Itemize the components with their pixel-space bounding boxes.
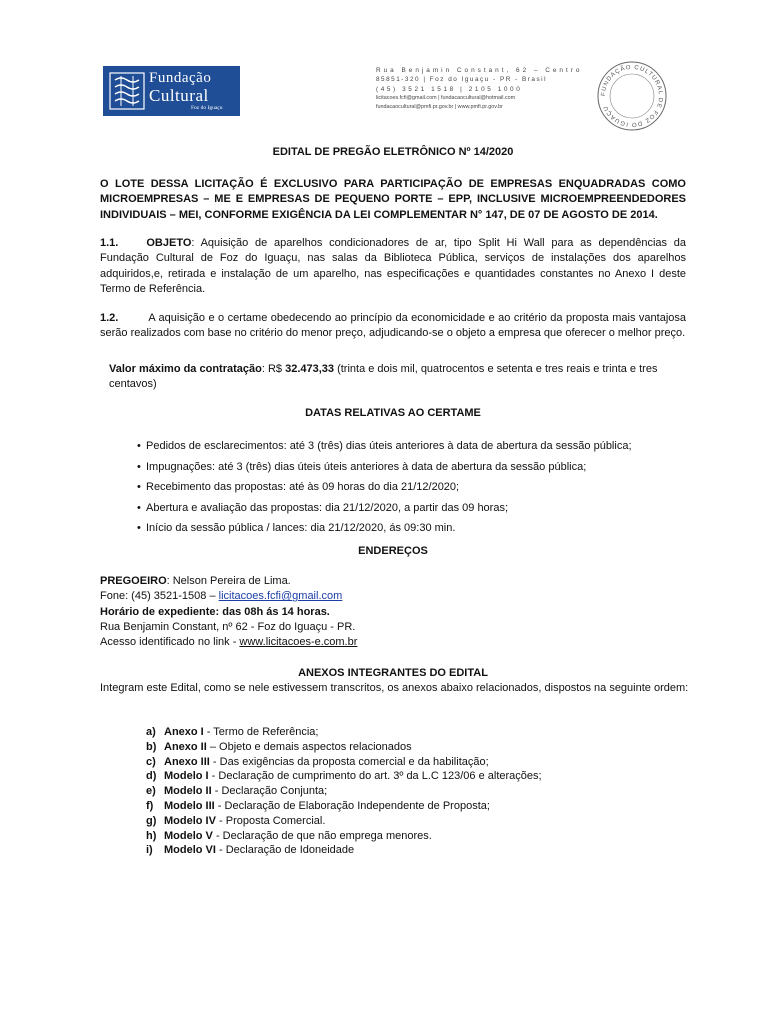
list-item: • Impugnações: até 3 (três) dias úteis úteis anteriores à data de abertura da sessão pública; xyxy=(137,460,587,473)
horario-line: Horário de expediente: das 08h ás 14 horas. xyxy=(100,605,330,618)
bullet-icon: • xyxy=(137,460,141,473)
emblem-icon xyxy=(109,72,145,110)
list-item: • Recebimento das propostas: até às 09 horas do dia 21/12/2020; xyxy=(137,481,460,493)
logo-line3: Foz do Iguaçu xyxy=(191,105,223,111)
pregoeiro-name: : Nelson Pereira de Lima. xyxy=(166,575,291,587)
contact-city: 85851-320 | Foz do Iguaçu - PR - Brasil xyxy=(376,76,547,84)
rua-line: Rua Benjamin Constant, nº 62 - Foz do Iguaçu - PR. xyxy=(100,620,356,633)
list-item: c) Anexo III - Das exigências da proposta comercial e da habilitação; xyxy=(146,755,489,768)
valor-maximo xyxy=(109,362,686,393)
datas-heading: DATAS RELATIVAS AO CERTAME xyxy=(305,407,481,419)
valor-label: Valor máximo da contratação xyxy=(109,363,262,375)
list-item: i) Modelo VI - Declaração de Idoneidade xyxy=(146,844,355,857)
document-title: EDITAL DE PREGÃO ELETRÔNICO Nº 14/2020 xyxy=(272,146,514,158)
list-item: e) Modelo II - Declaração Conjunta; xyxy=(146,785,328,798)
list-item: a) Anexo I - Termo de Referência; xyxy=(146,726,319,738)
list-item: f) Modelo III - Declaração de Elaboração Independente de Proposta; xyxy=(146,799,490,812)
list-item: h) Modelo V - Declaração de que não emprega menores. xyxy=(146,829,432,842)
datas-list xyxy=(137,439,697,542)
bullet-icon: • xyxy=(137,522,141,534)
list-item: • Abertura e avaliação das propostas: dia 21/12/2020, a partir das 09 horas; xyxy=(137,501,509,514)
section-1-1 xyxy=(100,236,686,297)
contact-emails: licitacoes.fcfi@gmail.com | fundacaocultural@hotmail.com xyxy=(376,94,516,101)
contact-address: Rua Benjamin Constant, 62 – Centro xyxy=(376,67,583,74)
contact-info xyxy=(376,66,583,112)
section-1-2-text: A aquisição e o certame obedecendo ao princípio da economicidade e ao critério da proposta mais vantajosa serão realizados com base no critério do menor preço, adjudicando-se o objeto a empresa que oferecer o melhor preço. xyxy=(100,312,686,340)
bullet-icon: • xyxy=(137,440,141,452)
anexos-list xyxy=(146,725,646,858)
email-link[interactable]: licitacoes.fcfi@gmail.com xyxy=(218,590,343,603)
section-1-1-number: 1.1. xyxy=(100,237,119,249)
section-1-2 xyxy=(100,311,686,342)
list-item: b) Anexo II – Objeto e demais aspectos relacionados xyxy=(146,740,412,753)
fundacao-cultural-logo xyxy=(103,66,240,116)
logo-line2: Cultural xyxy=(149,86,209,105)
list-item: g) Modelo IV - Proposta Comercial. xyxy=(146,814,326,827)
list-item: d) Modelo I - Declaração de cumprimento do art. 3º da L.C 123/06 e alterações; xyxy=(146,770,542,783)
pregoeiro-label: PREGOEIRO xyxy=(100,575,167,587)
bullet-icon: • xyxy=(137,501,141,514)
list-item: • Pedidos de esclarecimentos: até 3 (três) dias úteis anteriores à data de abertura da sessão pública; xyxy=(137,440,632,452)
stamp-seal xyxy=(596,60,668,132)
contact-websites: fundacaocultural@pmfi.pr.gov.br | www.pmfi.pr.gov.br xyxy=(376,104,503,111)
valor-sep: : R$ xyxy=(261,363,286,375)
section-1-2-number: 1.2. xyxy=(100,312,119,324)
contact-phone: (45) 3521 1518 | 2105 1000 xyxy=(376,85,523,93)
bullet-icon: • xyxy=(137,481,141,493)
site-link[interactable]: www.licitacoes-e.com.br xyxy=(239,636,358,649)
fone-text: Fone: (45) 3521-1508 – xyxy=(100,590,219,603)
section-1-1-label: OBJETO xyxy=(146,237,192,249)
enderecos-heading: ENDEREÇOS xyxy=(358,545,428,557)
pregoeiro-line xyxy=(100,574,686,589)
stamp-text: FUNDAÇÃO CULTURAL DE FOZ DO IGUAÇU xyxy=(600,64,664,128)
intro-paragraph: O LOTE DESSA LICITAÇÃO É EXCLUSIVO PARA PARTICIPAÇÃO DE EMPRESAS ENQUADRADAS COMO MICROEMPRESAS – ME E EMPRESAS DE PEQUENO PORTE – EPP, INCLUSIVE MICROEMPREENDEDORES INDIVIDUAIS – MEI, CONFORME EXIGÊNCIA DA LEI COMPLEMENTAR N° 147, DE 07 DE AGOSTO DE 2014. xyxy=(100,178,686,221)
section-1-1-text: : Aquisição de aparelhos condicionadores de ar, tipo Split Hi Wall para as dependências da Fundação Cultural de Foz do Iguaçu, nas salas da Biblioteca Pública, serviços de instalações dos aparelhos adquiridos,e, retirada e instalação de um aparelho, nas especificações e quantidades constantes no Anexo I deste Termo de Referência. xyxy=(100,237,686,295)
fone-line xyxy=(100,589,686,604)
anexos-heading: ANEXOS INTEGRANTES DO EDITAL xyxy=(298,667,488,679)
list-item: • Início da sessão pública / lances: dia 21/12/2020, ás 09:30 min. xyxy=(137,522,456,534)
anexos-intro: Integram este Edital, como se nele estivessem transcritos, os anexos abaixo relacionados, dispostos na seguinte ordem: xyxy=(100,682,689,694)
valor-text: (trinta e dois mil, quatrocentos e setenta e tres reais e trinta e tres centavos) xyxy=(109,363,658,391)
acesso-line xyxy=(100,635,686,650)
valor-amount: 32.473,33 xyxy=(285,363,335,375)
logo-line1: Fundação xyxy=(149,70,212,86)
enderecos-block xyxy=(100,574,686,650)
acesso-text: Acesso identificado no link - xyxy=(100,636,240,649)
